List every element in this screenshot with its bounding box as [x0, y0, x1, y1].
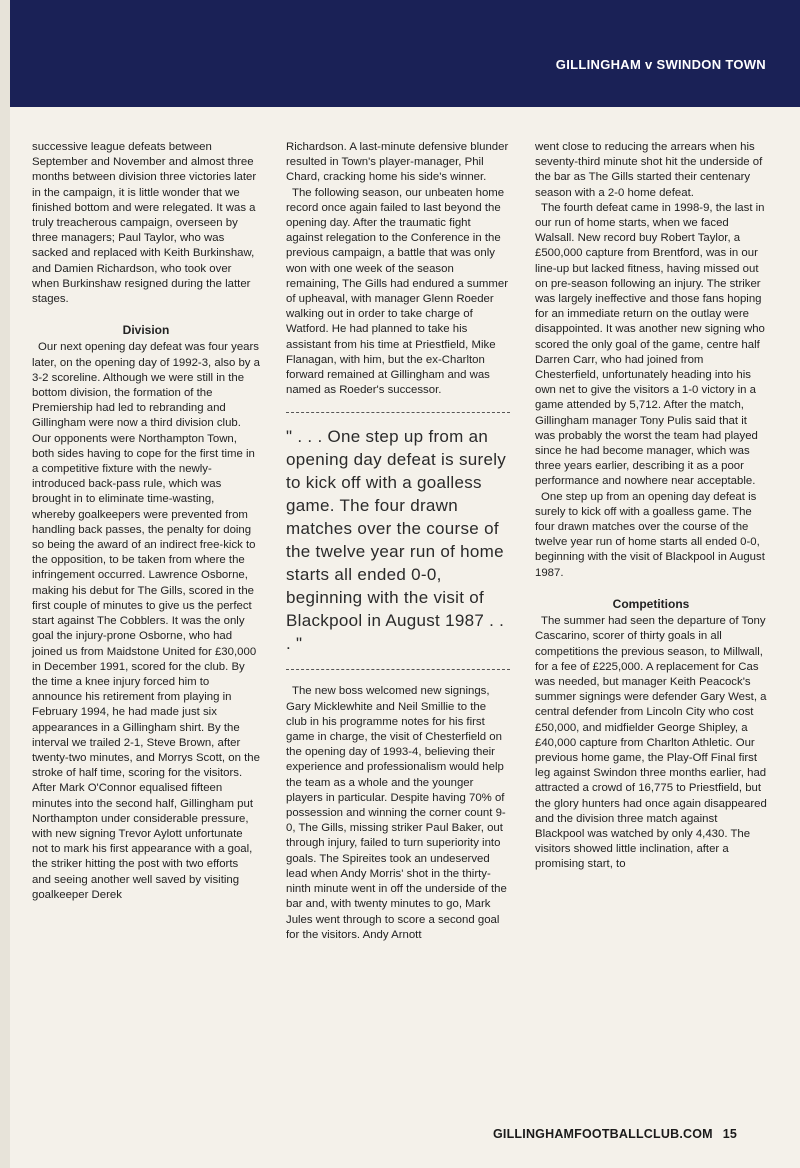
article-column-3: [535, 140, 767, 873]
page-footer: [493, 1127, 737, 1141]
article-column-1: [32, 140, 260, 903]
section-subheading: Division: [122, 323, 170, 338]
body-paragraph: The summer had seen the departure of Tony Cascarino, scorer of thirty goals in all competitions the previous season, to Millwall, for a fee of £225,000. A replacement for Cas was needed, but manager Keith Peacock's summer signings were defender Gary West, a central defender from Lincoln City who cost £50,000, and midfielder George Shipley, a £40,000 capture from Charlton Athletic. Our previous home game, the Play-Off Final first leg against Swindon three months earlier, had attracted a crowd of 16,775 to Priestfield, but the glory hunters had once again disappeared and the division three match against Blackpool was watched by only 4,430. The visitors showed little inclination, after a promising start, to: [535, 615, 767, 871]
header-band: [10, 0, 800, 107]
article-column-2: [286, 140, 510, 943]
footer-website: GILLINGHAMFOOTBALLCLUB.COM: [493, 1127, 713, 1141]
body-paragraph: The following season, our unbeaten home record once again failed to last beyond the opening day. After the traumatic fight against relegation to the Conference in the previous campaign, a battle that was only won with one week of the season remaining, The Gills had endured a summer of upheaval, with manager Glenn Roeder walking out in order to take charge of Watford. He had planned to take his assistant from his time at Priestfield, Mike Flanagan, with him, but the ex-Charlton forward remained at Gillingham and was named as Roeder's successor.: [286, 186, 509, 397]
section-subheading: Competitions: [612, 596, 690, 611]
body-paragraph: One step up from an opening day defeat is surely to kick off with a goalless game. The four drawn matches over the course of the twelve year run of home starts all ended 0-0, beginning with the visit of Blackpool in August 1987.: [535, 490, 765, 579]
body-paragraph: Our next opening day defeat was four years later, on the opening day of 1992-3, also by a 3-2 scoreline. Although we were still in the bottom division, the formation of the Premiership had led to rebranding and Gillingham were now a third division club. Our opponents were Northampton Town, both sides having to cope for the first time in a competitive fixture with the newly-introduced back-pass rule, which was brought in to eliminate time-wasting, whereby goalkeepers were prevented from handling back passes, the penalty for doing so being the award of an indirect free-kick to the opposition, to be taken from where the infringement occurred. Lawrence Osborne, making his debut for The Gills, scored in the first couple of minutes to give us the perfect start against The Cobblers. It was the only goal the injury-prone Osborne, who had joined us from Maidstone United for £30,000 in December 1991, scored for the club. By the time a knee injury forced him to announce his retirement from playing in February 1994, he had made just six appearances in a Gillingham shirt. By the interval we trailed 2-1, Steve Brown, after twenty-two minutes, and Morrys Scott, on the stroke of half time, scoring for the visitors. After Mark O'Connor equalised fifteen minutes into the second half, Gillingham put Northampton under considerable pressure, with new signing Trevor Aylott unfortunate not to mark his first appearance with a goal, the striker hitting the post with two efforts and seeing another well saved by visiting goalkeeper Derek: [32, 341, 260, 901]
pull-quote: " . . . One step up from an opening day defeat is surely to kick off with a goalless game. The four drawn matches over the course of the twelve year run of home starts all ended 0-0, beginning with the visit of Blackpool in August 1987 . . . ": [286, 412, 510, 670]
body-paragraph: went close to reducing the arrears when his seventy-third minute shot hit the underside of the bar as The Gills started their centenary season with a 2-0 home defeat.: [535, 141, 763, 199]
body-paragraph: Richardson. A last-minute defensive blunder resulted in Town's player-manager, Phil Chard, cracking home his side's winner.: [286, 141, 509, 184]
page-number: 15: [722, 1127, 738, 1141]
header-title: GILLINGHAM v SWINDON TOWN: [555, 57, 766, 72]
body-paragraph: successive league defeats between September and November and almost three months between division three victories later in the campaign, it is little wonder that we finished bottom and were relegated. It was a truly treacherous campaign, overseen by three managers; Paul Taylor, who was sacked and replaced with Keith Burkinshaw, and Damien Richardson, who took over when Burkinshaw resigned during the latter stages.: [32, 141, 257, 306]
body-paragraph: The fourth defeat came in 1998-9, the last in our run of home starts, when we faced Walsall. New record buy Robert Taylor, a £500,000 capture from Brentford, was in our line-up but lacked fitness, having missed out on pre-season following an injury. The striker was largely ineffective and those fans hoping for an immediate return on the outlay were disappointed. It was another new signing who scored the only goal of the game, centre half Darren Carr, who had joined from Chesterfield, unfortunately heading into his own net to give the visitors a 1-0 victory in a game attended by 5,712. After the match, Gillingham manager Tony Pulis said that it was probably the worst the team had played since he had become manager, which was three years earlier, describing it as a poor performance and nowhere near acceptable.: [535, 201, 765, 488]
body-paragraph: The new boss welcomed new signings, Gary Micklewhite and Neil Smillie to the club in his programme notes for his first game in charge, the visit of Chesterfield on the opening day of 1993-4, believing their experience and professionalism would help the team as a whole and the younger players in particular. Despite having 70% of possession and winning the corner count 9-0, The Gills, missing striker Paul Baker, out through injury, failed to turn superiority into goals. The Spireites took an undeserved lead when Andy Morris' shot in the thirty-ninth minute went in off the underside of the bar and, with twenty minutes to go, Mark Jules went through to score a second goal for the visitors. Andy Arnott: [286, 685, 507, 941]
page-edge: [0, 0, 10, 1168]
